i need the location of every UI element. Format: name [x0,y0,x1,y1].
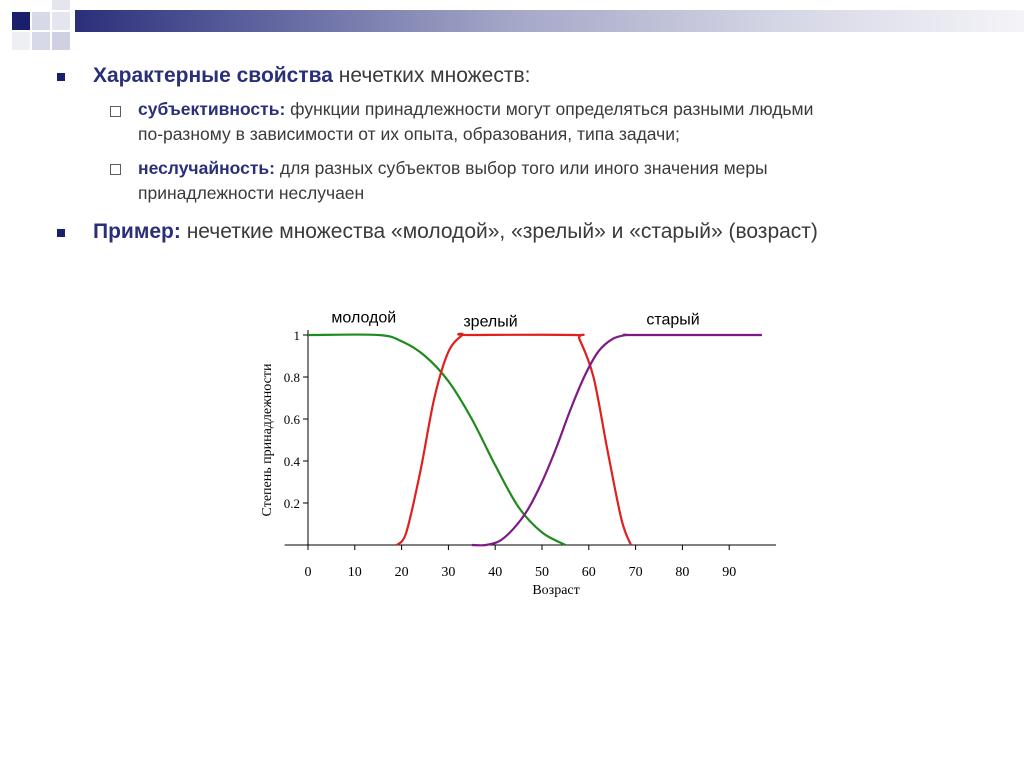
series-label-3: старый [646,311,700,329]
x-tick-label: 80 [675,565,690,580]
sub-bullet-text: функции принадлежности могут определяться разными людьми [285,99,814,119]
x-tick-label: 30 [441,565,456,580]
bullet-square [57,73,65,81]
bullet-properties [93,63,530,89]
x-axis-label: Возраст [532,583,580,598]
x-tick-label: 40 [488,565,503,580]
membership-chart [240,295,800,605]
x-tick-label: 0 [304,565,312,580]
y-tick-label: 0.6 [283,412,300,427]
banner-square-navy [12,12,30,30]
banner-square-light [52,12,70,30]
series-line-2 [397,334,631,545]
y-tick-label: 0.4 [283,454,300,469]
series-label-2: зрелый [463,313,518,331]
title-banner [0,0,1024,60]
series-line-1 [308,335,565,545]
y-axis-label: Степень принадлежности [260,363,275,517]
y-tick-label: 0.2 [283,496,300,511]
sub-bullet-box [110,164,121,175]
banner-square-light [32,32,50,50]
sub-bullet-nonrandomness [138,156,768,206]
sub-bullet-box [110,106,121,117]
x-tick-label: 10 [347,565,362,580]
sub-bullet-text-line2: по-разному в зависимости от их опыта, образования, типа задачи; [138,124,680,144]
bullet-text: нечетких множеств: [332,64,531,87]
bullet-square [57,229,65,237]
bullet-text: нечеткие множества «молодой», «зрелый» и «старый» (возраст) [180,220,818,243]
x-tick-label: 60 [581,565,596,580]
x-tick-label: 70 [628,565,643,580]
sub-bullet-text-line2: принадлежности неслучаен [138,183,365,203]
sub-bullet-term: субъективность: [138,99,286,119]
banner-square-light [52,32,70,50]
x-tick-label: 50 [535,565,549,580]
x-tick-label: 90 [722,565,737,580]
series-label-1: молодой [331,309,397,327]
bullet-term: Пример: [93,220,181,243]
sub-bullet-text: для разных субъектов выбор того или иного значения меры [275,158,768,178]
bullet-example [93,219,818,245]
banner-square-light [52,0,70,10]
banner-square-light [12,32,30,50]
y-tick-label: 0.8 [283,370,300,385]
banner-square-light [32,12,50,30]
bullet-term: Характерные свойства [93,64,333,87]
sub-bullet-term: неслучайность: [138,158,275,178]
series-line-3 [472,335,762,546]
x-tick-label: 20 [394,565,409,580]
y-tick-label: 1 [293,328,300,343]
sub-bullet-subjectivity [138,97,813,147]
banner-gradient-bar [75,10,1024,32]
